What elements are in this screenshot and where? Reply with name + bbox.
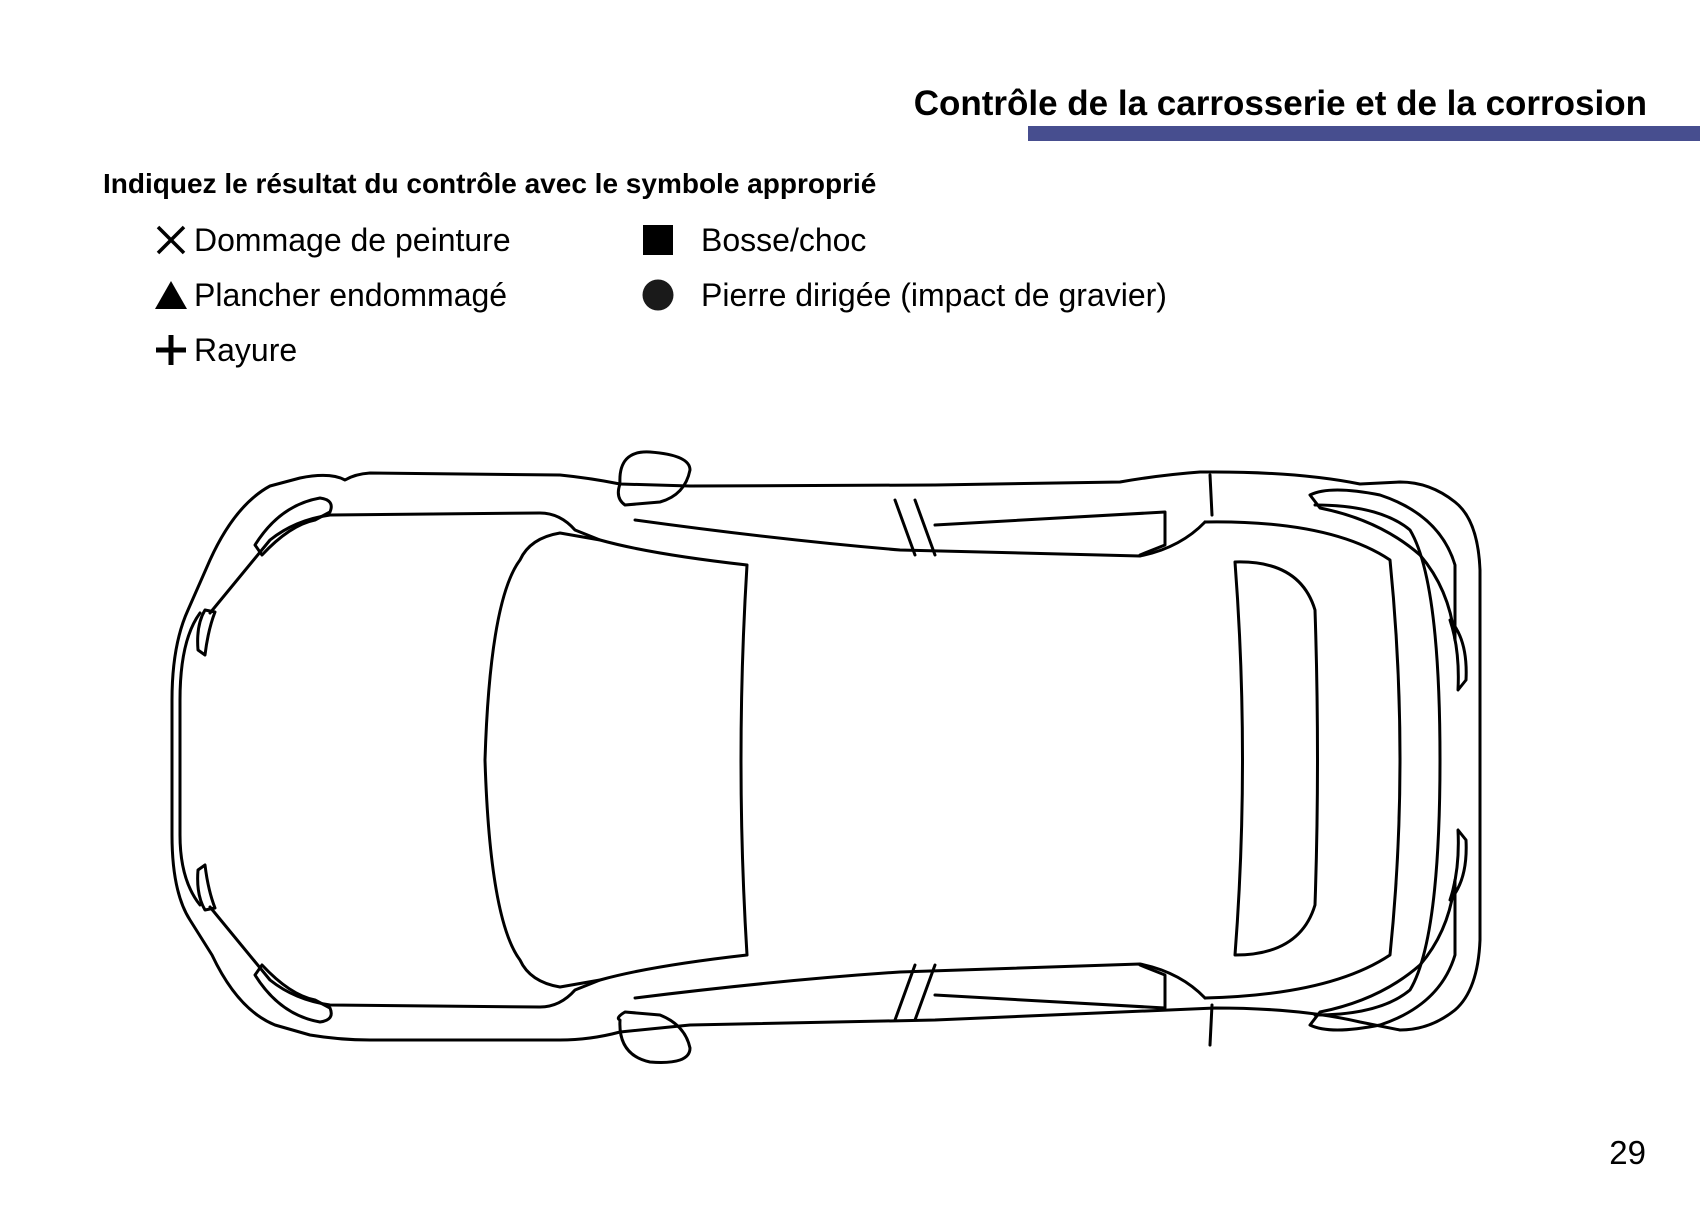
instruction-text: Indiquez le résultat du contrôle avec le symbole approprié	[103, 168, 877, 199]
legend-item-scratch	[154, 330, 297, 370]
legend-item-stone-chip	[641, 275, 1167, 315]
front-right-lamp-edge	[198, 865, 215, 910]
cross-icon	[154, 223, 188, 257]
b-pillar-right-b	[915, 965, 935, 1020]
car-top-view-diagram	[165, 440, 1495, 1075]
car-body-outline	[172, 472, 1480, 1040]
legend-item-paint-damage	[154, 220, 511, 260]
square-icon	[641, 223, 675, 257]
circle-icon	[641, 278, 675, 312]
rear-door-right	[935, 965, 1165, 1008]
hood-panel	[485, 533, 747, 987]
legend-item-floor-damage	[154, 275, 507, 315]
plus-icon	[154, 333, 188, 367]
front-nose-curve	[180, 613, 200, 905]
rear-left-reflector	[1450, 620, 1466, 690]
legend-label: Rayure	[194, 331, 298, 368]
b-pillar-left-a	[895, 500, 915, 555]
door-seam-left	[1210, 475, 1212, 515]
legend-label: Bosse/choc	[701, 221, 867, 258]
page-number: 29	[1609, 1134, 1646, 1171]
rear-tailgate	[1205, 522, 1400, 998]
left-mirror	[618, 452, 690, 505]
roof-right-edge	[635, 964, 1205, 998]
legend-label: Dommage de peinture	[194, 221, 511, 258]
front-left-lamp-edge	[198, 610, 215, 655]
b-pillar-left-b	[915, 500, 935, 555]
right-mirror	[618, 1012, 690, 1062]
roof-left-edge	[635, 520, 1205, 556]
page-title: Contrôle de la carrosserie et de la corrosion	[913, 84, 1647, 123]
door-seam-right	[1210, 1005, 1212, 1045]
triangle-icon	[154, 278, 188, 312]
rear-right-reflector	[1450, 830, 1466, 900]
legend-label: Plancher endommagé	[194, 276, 508, 313]
rear-spoiler	[1315, 505, 1440, 1015]
legend-item-dent	[641, 220, 866, 260]
rear-window	[1235, 562, 1318, 955]
legend-label: Pierre dirigée (impact de gravier)	[701, 276, 1167, 313]
header-accent-bar	[1028, 126, 1700, 141]
rear-door-left	[935, 512, 1165, 555]
